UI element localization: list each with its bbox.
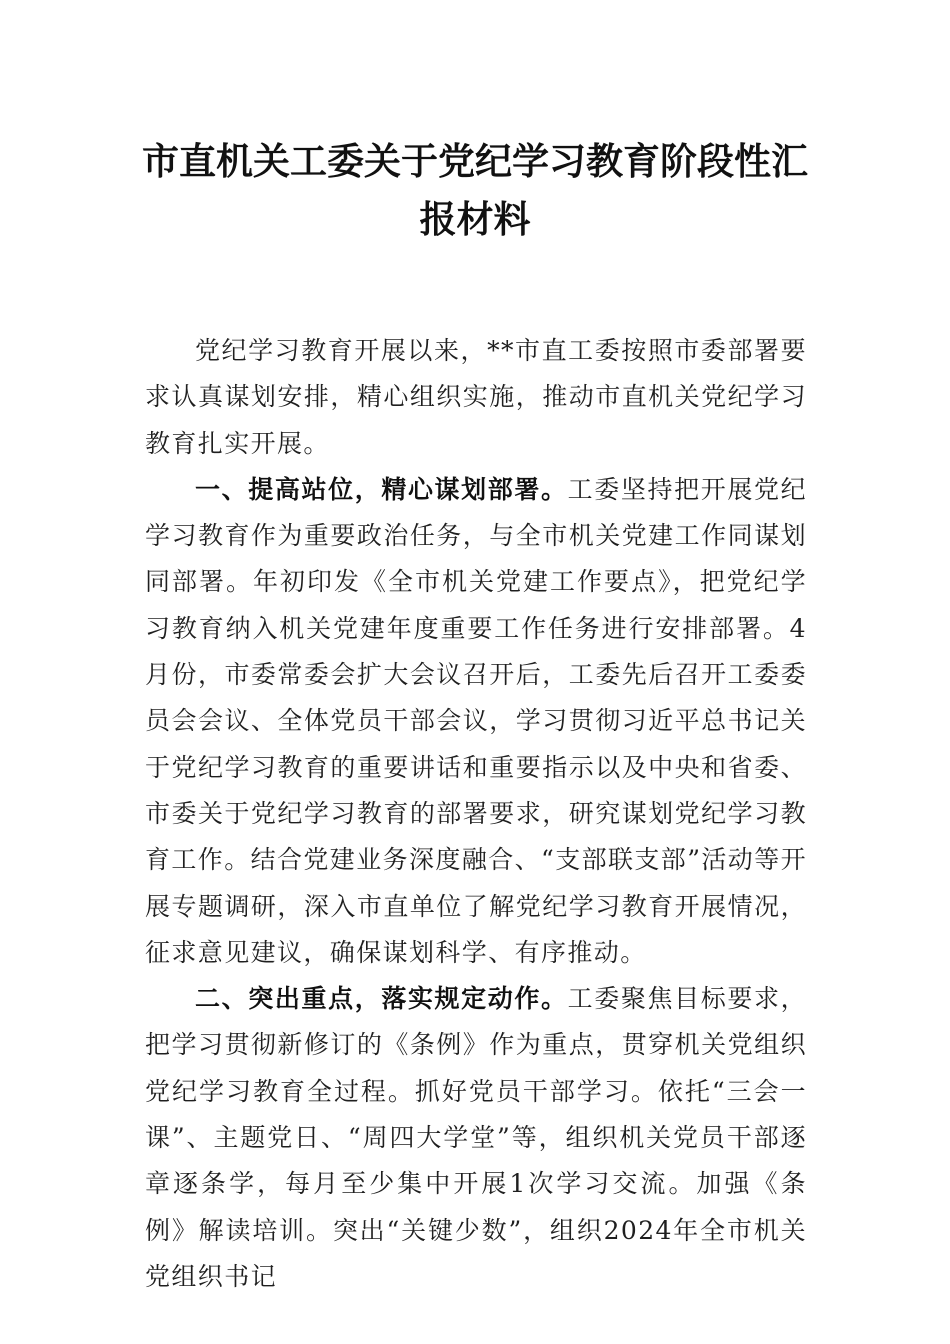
paragraph-intro	[145, 328, 807, 467]
section-2-heading: 二、突出重点，落实规定动作。	[195, 984, 568, 1014]
document-body	[145, 328, 807, 1300]
section-1-heading: 一、提高站位，精心谋划部署。	[195, 474, 568, 504]
document-title: 市直机关工委关于党纪学习教育阶段性汇报材料	[142, 139, 808, 241]
paragraph-section-1	[145, 467, 807, 976]
section-2-text: 工委聚焦目标要求，把学习贯彻新修订的《条例》作为重点，贯穿机关党组织党纪学习教育全过程。抓好党员干部学习。依托“三会一课”、主题党日、“周四大学堂”等，组织机关党员干部逐章逐条学，每月至少集中开展1次学习交流。加强《条例》解读培训。突出“关键少数”，组织2024年全市机关党组织书记	[145, 984, 807, 1291]
paragraph-intro-text: 党纪学习教育开展以来，**市直工委按照市委部署要求认真谋划安排，精心组织实施，推动市直机关党纪学习教育扎实开展。	[145, 336, 807, 458]
section-1-text: 工委坚持把开展党纪学习教育作为重要政治任务，与全市机关党建工作同谋划同部署。年初印发《全市机关党建工作要点》，把党纪学习教育纳入机关党建年度重要工作任务进行安排部署。4月份，市委常委会扩大会议召开后，工委先后召开工委委员会会议、全体党员干部会议，学习贯彻习近平总书记关于党纪学习教育的重要讲话和重要指示以及中央和省委、市委关于党纪学习教育的部署要求，研究谋划党纪学习教育工作。结合党建业务深度融合、“支部联支部”活动等开展专题调研，深入市直单位了解党纪学习教育开展情况，征求意见建议，确保谋划科学、有序推动。	[145, 474, 807, 967]
paragraph-section-2	[145, 976, 807, 1300]
